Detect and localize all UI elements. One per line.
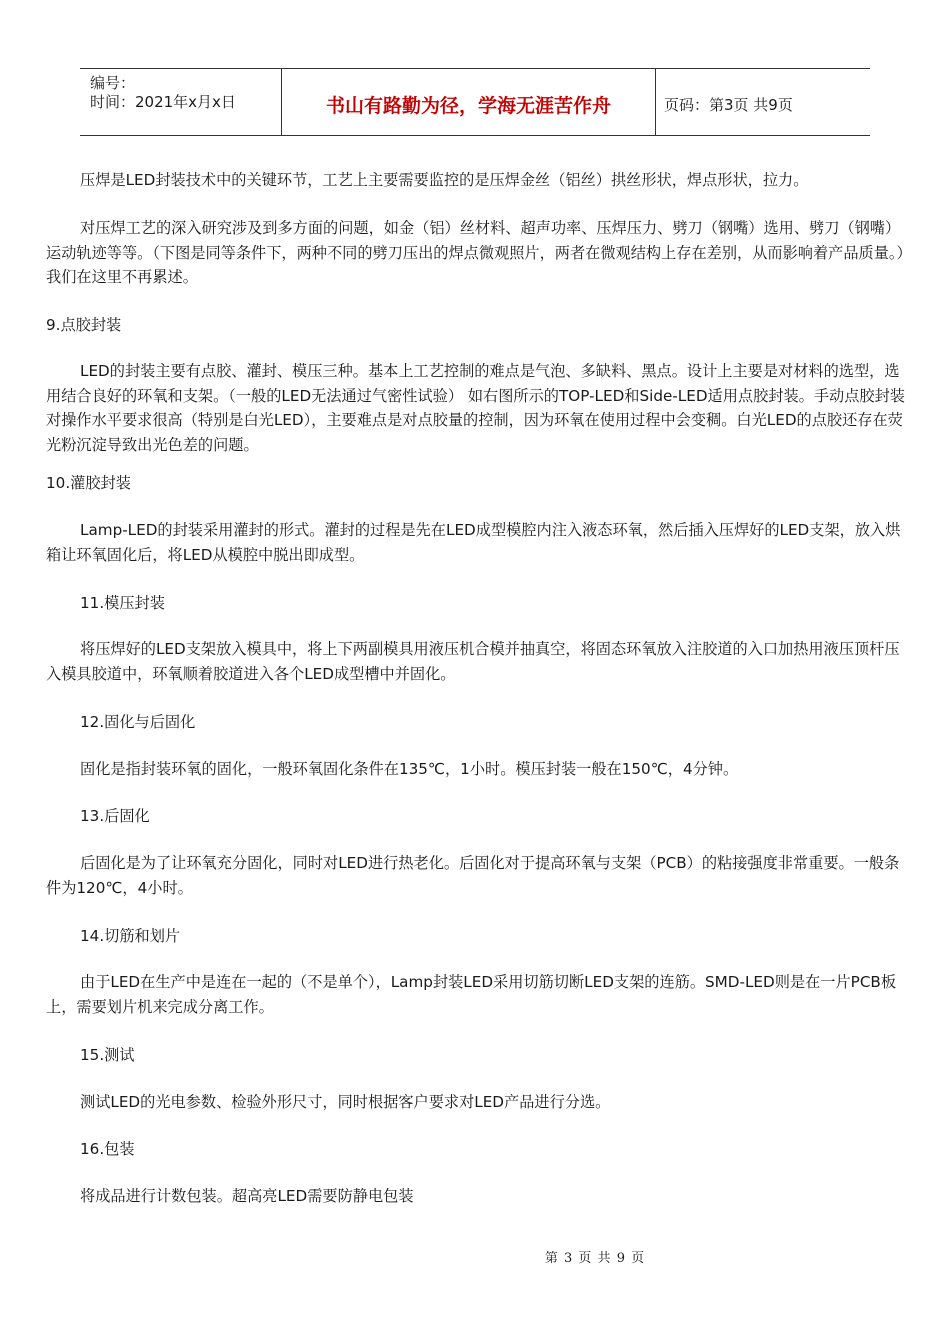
document-date: 时间：2021年x月x日 — [90, 93, 236, 111]
heading-section-9: 9.点胶封装 — [46, 316, 122, 334]
paragraph-bonding: 压焊是LED封装技术中的关键环节，工艺上主要需要监控的是压焊金丝（铝丝）拱丝形状，焊点形状，拉力。 — [80, 171, 809, 189]
header-left-cell — [80, 69, 282, 135]
page-footer: 第 3 页 共 9 页 — [544, 1251, 646, 1266]
heading-section-10: 10.灌胶封装 — [46, 474, 131, 492]
header-middle-cell — [282, 69, 656, 135]
heading-section-13: 13.后固化 — [80, 807, 150, 825]
paragraph-section-13: 后固化是为了让环氧充分固化，同时对LED进行热老化。后固化对于提高环氧与支架（PCB）的粘接强度非常重要。一般条件为120℃，4小时。 — [46, 854, 900, 897]
paragraph-section-14: 由于LED在生产中是连在一起的（不是单个），Lamp封装LED采用切筋切断LED支架的连筋。SMD-LED则是在一片PCB板上，需要划片机来完成分离工作。 — [46, 973, 897, 1016]
header-motto: 书山有路勤为径，学海无涯苦作舟 — [325, 95, 611, 117]
paragraph-section-10: Lamp-LED的封装采用灌封的形式。灌封的过程是先在LED成型模腔内注入液态环氧，然后插入压焊好的LED支架，放入烘箱让环氧固化后，将LED从模腔中脱出即成型。 — [46, 521, 901, 564]
document-number-label: 编号： — [90, 74, 136, 92]
paragraph-section-11: 将压焊好的LED支架放入模具中，将上下两副模具用液压机合模并抽真空，将固态环氧放入注胶道的入口加热用液压顶杆压入模具胶道中，环氧顺着胶道进入各个LED成型槽中并固化。 — [46, 640, 900, 683]
header-right-cell — [656, 69, 870, 135]
paragraph-section-15: 测试LED的光电参数、检验外形尺寸，同时根据客户要求对LED产品进行分选。 — [80, 1093, 611, 1111]
heading-section-14: 14.切筋和划片 — [80, 927, 181, 945]
paragraph-section-12: 固化是指封装环氧的固化，一般环氧固化条件在135℃，1小时。模压封装一般在150℃，4分钟。 — [80, 760, 739, 778]
heading-section-12: 12.固化与后固化 — [80, 713, 196, 731]
header-page-info: 页码：第3页 共9页 — [664, 96, 793, 114]
paragraph-section-9: LED的封装主要有点胶、灌封、模压三种。基本上工艺控制的难点是气泡、多缺料、黑点。设计上主要是对材料的选型，选用结合良好的环氧和支架。（一般的LED无法通过气密性试验） 如右图所示的TOP-LED和Side-LED适用点胶封装。手动点胶封装对操作水平要求很高（特别是白光LED），主要难点是对点胶量的控制，因为环氧在使用过程中会变稠。白光LED的点胶还存在荧光粉沉淀导致出光色差的问题。 — [46, 362, 905, 454]
paragraph-section-16: 将成品进行计数包装。超高亮LED需要防静电包装 — [80, 1187, 414, 1205]
heading-section-11: 11.模压封装 — [80, 594, 165, 612]
document-header — [80, 68, 870, 136]
paragraph-bonding-research: 对压焊工艺的深入研究涉及到多方面的问题，如金（铝）丝材料、超声功率、压焊压力、劈刀（钢嘴）选用、劈刀（钢嘴）运动轨迹等等。（下图是同等条件下，两种不同的劈刀压出的焊点微观照片，两者在微观结构上存在差别，从而影响着产品质量。）我们在这里不再累述。 — [46, 219, 905, 286]
heading-section-15: 15.测试 — [80, 1046, 135, 1064]
heading-section-16: 16.包装 — [80, 1140, 135, 1158]
